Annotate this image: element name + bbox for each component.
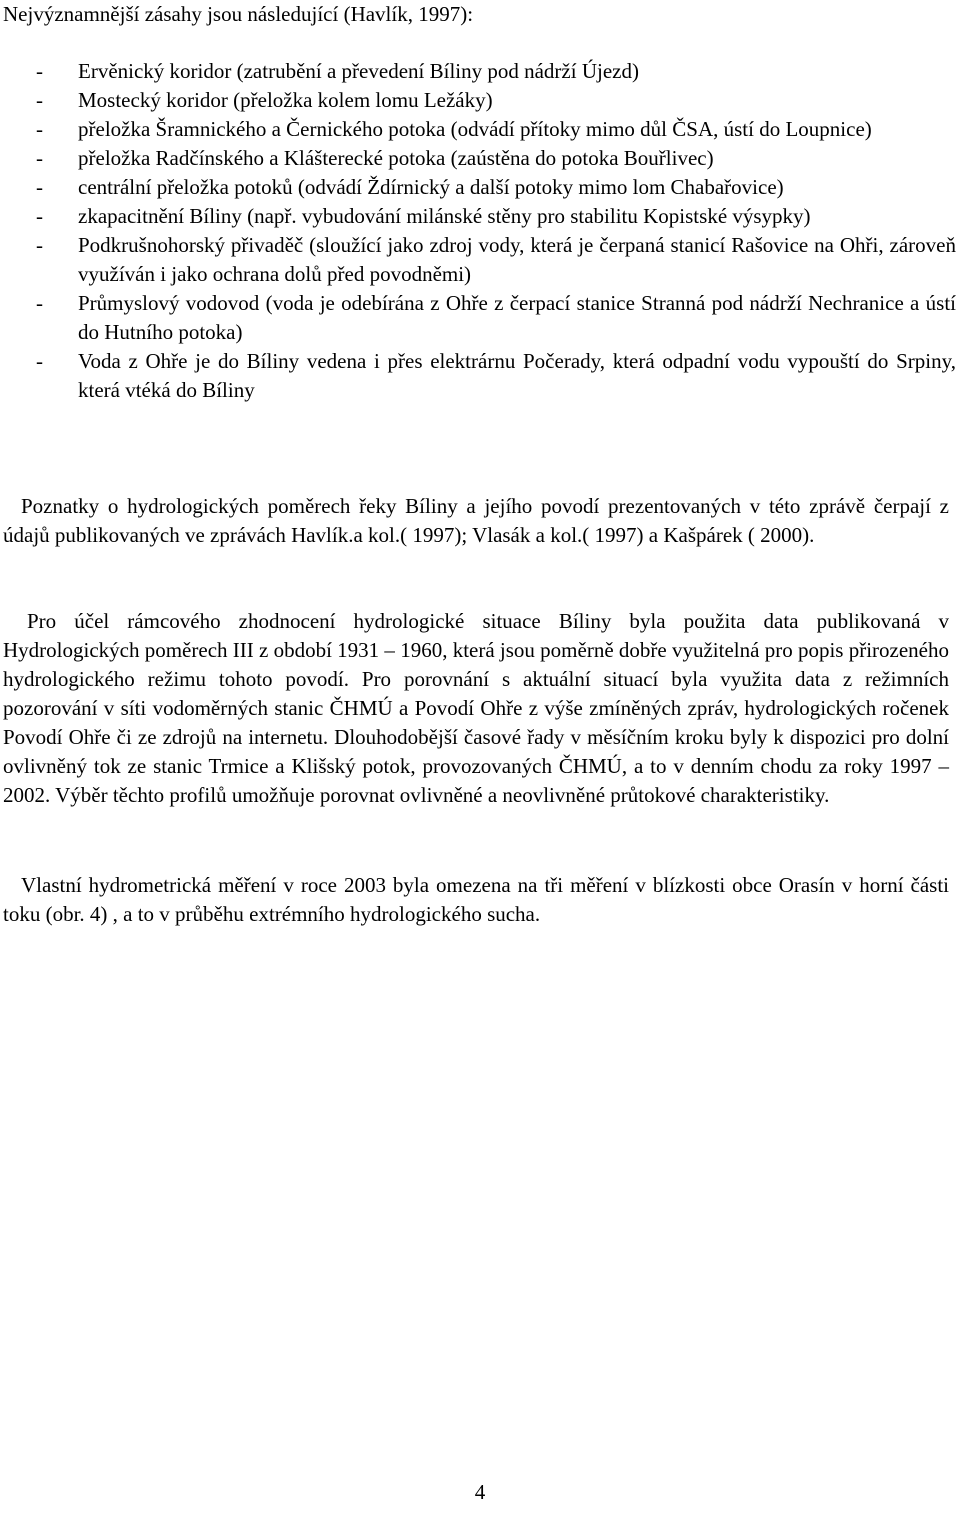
list-item <box>0 86 960 115</box>
data-paragraph: Pro účel rámcového zhodnocení hydrologické situace Bíliny byla použita data publikovaná v Hydrologických poměrech III z období 1931 – 1960, která jsou poměrně dobře využitelná pro popis přirozeného hydrologického režimu tohoto povodí. Pro porovnání s aktuální situací byla využita data z režimních pozorování v síti vodoměrných stanic ČHMÚ a Povodí Ohře z výše zmíněných zpráv, hydrologických ročenek Povodí Ohře či ze zdrojů na internetu. Dlouhodobější časové řady v měsíčním kroku byly k dispozici pro dolní ovlivněný tok ze stanic Trmice a Klišský potok, provozovaných ČHMÚ, a to v denním chodu za roky 1997 – 2002. Výběr těchto profilů umožňuje porovnat ovlivněné a neovlivněné průtokové charakteristiky. <box>3 609 949 807</box>
list-item <box>0 347 960 405</box>
list-dash: - <box>36 146 43 170</box>
page-number: 4 <box>474 1480 486 1504</box>
list-item <box>0 231 960 289</box>
list-item <box>0 57 960 86</box>
list-dash: - <box>36 204 43 228</box>
list-dash: - <box>36 59 43 83</box>
list-item <box>0 144 960 173</box>
list-dash: - <box>36 88 43 112</box>
list-dash: - <box>36 175 43 199</box>
measurements-paragraph-block <box>0 871 953 929</box>
interventions-list <box>0 57 960 405</box>
list-item-text: centrální přeložka potoků (odvádí Ždírnický a další potoky mimo lom Chabařovice) <box>78 175 784 199</box>
data-paragraph-block <box>0 607 953 810</box>
list-dash: - <box>36 291 43 315</box>
list-dash: - <box>36 349 43 373</box>
list-item-text: Ervěnický koridor (zatrubění a převedení Bíliny pod nádrží Újezd) <box>78 59 639 83</box>
sources-paragraph-block <box>0 492 953 550</box>
list-item <box>0 202 960 231</box>
measurements-paragraph: Vlastní hydrometrická měření v roce 2003 byla omezena na tři měření v blízkosti obce Orasín v horní části toku (obr. 4) , a to v průběhu extrémního hydrologického sucha. <box>3 873 949 926</box>
list-item-text: přeložka Šramnického a Černického potoka (odvádí přítoky mimo důl ČSA, ústí do Loupnice) <box>78 117 872 141</box>
list-item <box>0 115 960 144</box>
list-item-text: Voda z Ohře je do Bíliny vedena i přes elektrárnu Počerady, která odpadní vodu vypouští do Srpiny, která vtéká do Bíliny <box>78 349 956 402</box>
list-item-text: Mostecký koridor (přeložka kolem lomu Ležáky) <box>78 88 493 112</box>
list-item-text: Průmyslový vodovod (voda je odebírána z Ohře z čerpací stanice Stranná pod nádrží Nechranice a ústí do Hutního potoka) <box>78 291 956 344</box>
list-item-text: přeložka Radčínského a Klášterecké potoka (zaústěna do potoka Bouřlivec) <box>78 146 714 170</box>
list-item-text: zkapacitnění Bíliny (např. vybudování milánské stěny pro stabilitu Kopistské výsypky) <box>78 204 811 228</box>
intro-line: Nejvýznamnější zásahy jsou následující (Havlík, 1997): <box>3 2 474 26</box>
list-item <box>0 173 960 202</box>
list-item <box>0 289 960 347</box>
list-item-text: Podkrušnohorský přivaděč (sloužící jako zdroj vody, která je čerpaná stanicí Rašovice na Ohři, zároveň využíván i jako ochrana dolů před povodněmi) <box>78 233 956 286</box>
list-dash: - <box>36 233 43 257</box>
list-dash: - <box>36 117 43 141</box>
sources-paragraph: Poznatky o hydrologických poměrech řeky Bíliny a jejího povodí prezentovaných v této zprávě čerpají z údajů publikovaných ve zprávách Havlík.a kol.( 1997); Vlasák a kol.( 1997) a Kašpárek ( 2000). <box>3 494 949 547</box>
